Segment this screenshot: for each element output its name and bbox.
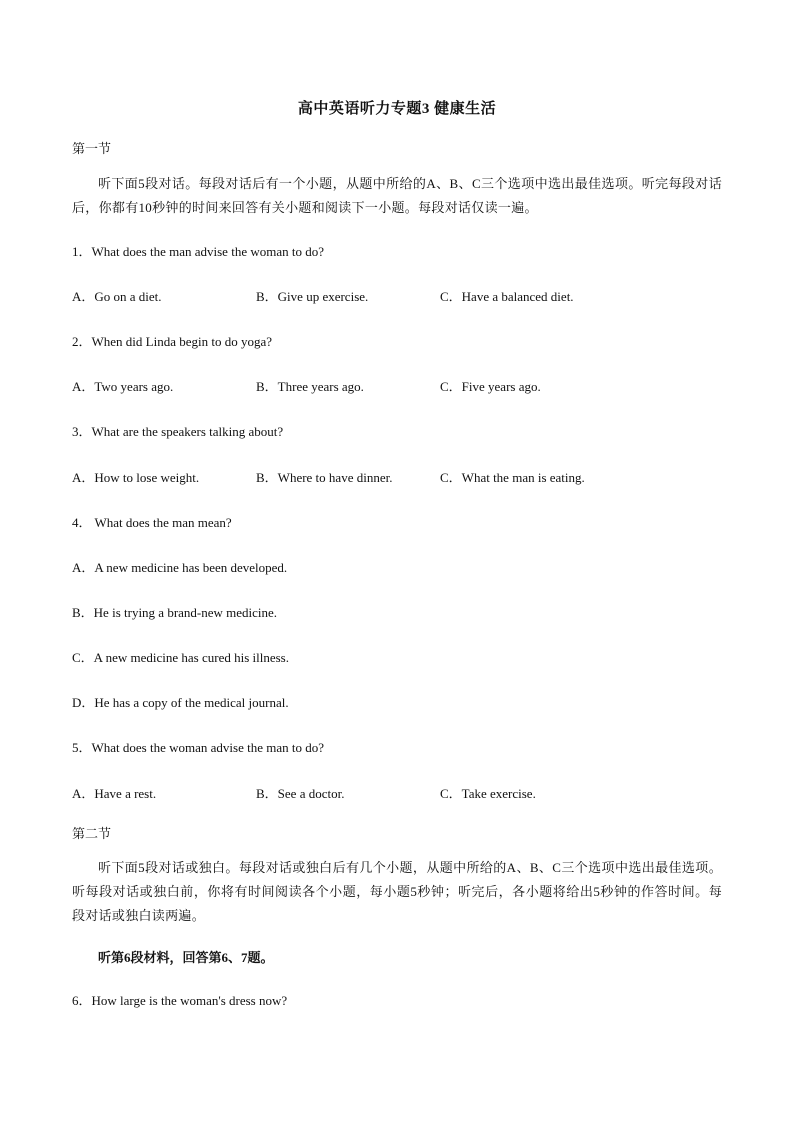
question-5-stem: 5．What does the woman advise the man to do? <box>72 740 324 755</box>
question-2-option-c: C．Five years ago. <box>440 379 541 394</box>
question-4-option-c: C．A new medicine has cured his illness. <box>72 650 289 665</box>
question-4-option-a: A．A new medicine has been developed. <box>72 560 288 575</box>
question-4-option-d: D．He has a copy of the medical journal. <box>72 695 289 710</box>
question-3-option-a: A．How to lose weight. <box>72 470 200 485</box>
question-1-stem: 1．What does the man advise the woman to do? <box>72 244 324 259</box>
page-title: 高中英语听力专题3 健康生活 <box>297 101 497 117</box>
question-1-option-c: C．Have a balanced diet. <box>440 289 574 304</box>
section2-instructions: 听下面5段对话或独白。每段对话或独白后有几个小题，从题中所给的A、B、C三个选项中选出最佳选项。听每段对话或独白前，你将有时间阅读各个小题，每小题5秒钟；听完后，各小题将给出5秒钟的作答时间。每段对话或独白读两遍。 <box>72 860 722 923</box>
question-2-option-b: B．Three years ago. <box>256 379 364 394</box>
question-5-option-c: C．Take exercise. <box>440 786 536 801</box>
question-4-option-b: B．He is trying a brand-new medicine. <box>72 605 278 620</box>
question-5-option-a: A．Have a rest. <box>72 786 157 801</box>
question-3-option-c: C．What the man is eating. <box>440 470 585 485</box>
question-4-stem: 4． What does the man mean? <box>72 515 232 530</box>
question-1-option-a: A．Go on a diet. <box>72 289 162 304</box>
question-6-stem: 6．How large is the woman's dress now? <box>72 993 288 1008</box>
question-2-stem: 2．When did Linda begin to do yoga? <box>72 334 273 349</box>
question-2-option-a: A．Two years ago. <box>72 379 174 394</box>
question-5-option-b: B．See a doctor. <box>256 786 345 801</box>
material-6-note: 听第6段材料，回答第6、7题。 <box>98 950 274 965</box>
section2-heading: 第二节 <box>72 826 112 841</box>
question-3-option-b: B．Where to have dinner. <box>256 470 393 485</box>
question-3-stem: 3．What are the speakers talking about? <box>72 424 284 439</box>
section1-instructions: 听下面5段对话。每段对话后有一个小题，从题中所给的A、B、C三个选项中选出最佳选项。听完每段对话后，你都有10秒钟的时间来回答有关小题和阅读下一小题。每段对话仅读一遍。 <box>72 176 722 215</box>
question-1-option-b: B．Give up exercise. <box>256 289 369 304</box>
section1-heading: 第一节 <box>72 141 112 156</box>
